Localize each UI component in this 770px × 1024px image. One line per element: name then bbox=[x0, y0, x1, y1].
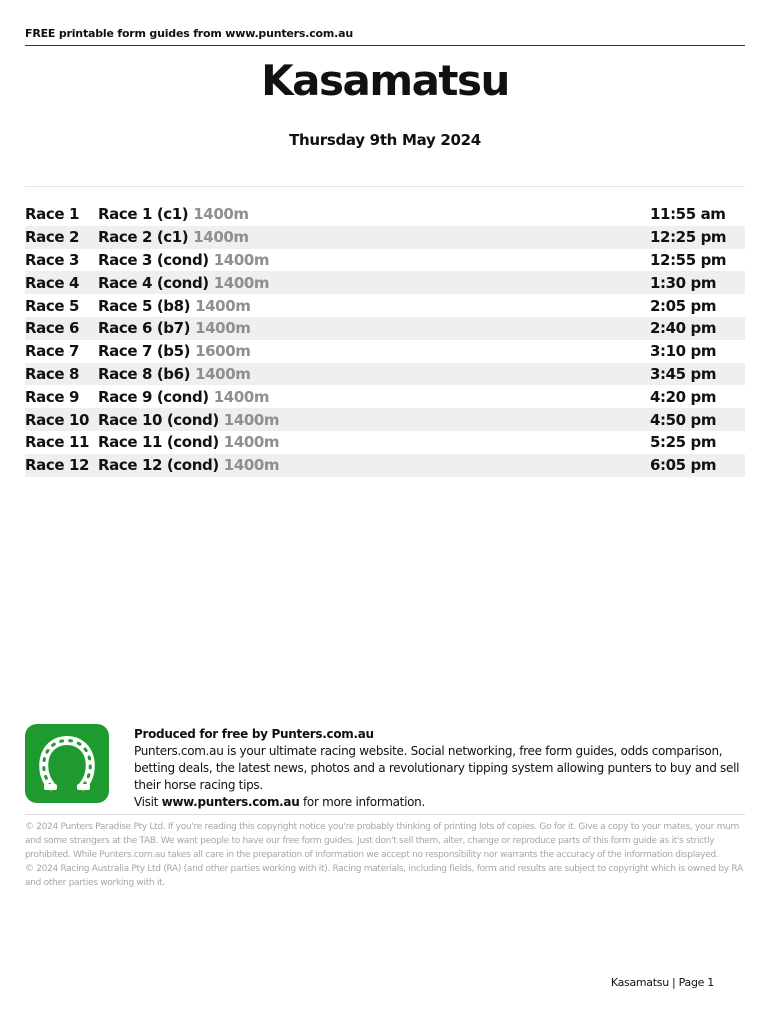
race-row bbox=[25, 226, 745, 249]
race-row bbox=[25, 203, 745, 226]
race-number: Race 4 bbox=[25, 273, 79, 292]
race-time: 11:55 am bbox=[650, 205, 726, 224]
race-time: 2:40 pm bbox=[650, 319, 717, 338]
race-number: Race 3 bbox=[25, 250, 79, 269]
race-name-cell bbox=[98, 297, 650, 315]
race-distance: 1400m bbox=[195, 364, 251, 383]
race-name: Race 4 (cond) bbox=[98, 273, 209, 292]
race-row bbox=[25, 294, 745, 317]
race-row bbox=[25, 271, 745, 294]
produced-text bbox=[134, 726, 746, 811]
race-number: Race 6 bbox=[25, 319, 79, 338]
divider bbox=[25, 186, 745, 187]
race-name: Race 6 (b7) bbox=[98, 319, 191, 338]
meeting-date: Thursday 9th May 2024 bbox=[289, 131, 481, 149]
race-number: Race 5 bbox=[25, 296, 79, 315]
race-number: Race 11 bbox=[25, 433, 90, 452]
race-name-cell bbox=[98, 365, 650, 383]
race-table bbox=[25, 203, 745, 477]
produced-body: Punters.com.au is your ultimate racing website. Social networking, free form guides, odds comparison, betting deals, the latest news, photos and a revolutionary tipping system allowing punters to buy and sell their horse racing tips. bbox=[134, 744, 740, 792]
visit-line bbox=[134, 794, 746, 811]
race-distance: 1400m bbox=[223, 433, 280, 452]
copyright-notice bbox=[25, 820, 745, 890]
race-time: 12:55 pm bbox=[650, 250, 727, 269]
race-number: Race 8 bbox=[25, 364, 79, 383]
race-row bbox=[25, 431, 745, 454]
race-row bbox=[25, 317, 745, 340]
race-name-cell bbox=[98, 319, 650, 337]
race-row bbox=[25, 340, 745, 363]
race-name-cell bbox=[98, 456, 650, 474]
race-name-cell bbox=[98, 388, 650, 406]
race-name: Race 9 (cond) bbox=[98, 387, 209, 406]
visit-prefix: Visit bbox=[134, 795, 159, 809]
race-number: Race 7 bbox=[25, 342, 79, 361]
race-name-cell bbox=[98, 251, 650, 269]
produced-title: Produced for free by Punters.com.au bbox=[134, 727, 374, 741]
race-time: 12:25 pm bbox=[650, 228, 727, 247]
race-name: Race 11 (cond) bbox=[98, 433, 219, 452]
race-distance: 1400m bbox=[213, 387, 270, 406]
race-name: Race 12 (cond) bbox=[98, 456, 219, 475]
race-number: Race 12 bbox=[25, 456, 90, 475]
punters-logo bbox=[25, 724, 109, 803]
race-time: 4:20 pm bbox=[650, 387, 717, 406]
race-time: 1:30 pm bbox=[650, 273, 717, 292]
race-name: Race 8 (b6) bbox=[98, 364, 191, 383]
race-row bbox=[25, 249, 745, 272]
race-row bbox=[25, 408, 745, 431]
copyright-line-2: © 2024 Racing Australia Pty Ltd (RA) (and other parties working with it). Racing materials, including fields, form and results are subject to copyright which is owned by RA and other parties working with it. bbox=[25, 864, 743, 888]
copyright-line-1: © 2024 Punters Paradise Pty Ltd. If you're reading this copyright notice you're probably thinking of printing lots of copies. Go for it. Give a copy to your mates, your mum and some strangers at the TAB. We want people to have our free form guides. Just don't sell them, alter, change or reproduce parts of this form guide as it's strictly prohibited. While Punters.com.au takes all care in the preparation of information we accept no responsibility nor warrants the accuracy of the information displayed. bbox=[25, 822, 739, 860]
race-number: Race 2 bbox=[25, 228, 79, 247]
race-time: 3:45 pm bbox=[650, 364, 717, 383]
race-time: 6:05 pm bbox=[650, 456, 717, 475]
race-distance: 1400m bbox=[193, 228, 249, 247]
race-number: Race 10 bbox=[25, 410, 90, 429]
race-name: Race 5 (b8) bbox=[98, 296, 191, 315]
race-number: Race 9 bbox=[25, 387, 79, 406]
race-row bbox=[25, 454, 745, 477]
page-title: Kasamatsu bbox=[261, 56, 509, 105]
footer-divider bbox=[25, 814, 745, 815]
race-time: 4:50 pm bbox=[650, 410, 717, 429]
visit-suffix: for more information. bbox=[303, 795, 425, 809]
race-time: 2:05 pm bbox=[650, 296, 717, 315]
page-footer: Kasamatsu | Page 1 bbox=[610, 976, 714, 989]
race-number: Race 1 bbox=[25, 205, 79, 224]
race-time: 3:10 pm bbox=[650, 342, 717, 361]
race-row bbox=[25, 385, 745, 408]
race-name: Race 1 (c1) bbox=[98, 205, 189, 224]
race-name: Race 10 (cond) bbox=[98, 410, 219, 429]
race-name-cell bbox=[98, 433, 650, 451]
race-name-cell bbox=[98, 228, 650, 246]
punters-link[interactable]: www.punters.com.au bbox=[161, 795, 300, 809]
race-row bbox=[25, 363, 745, 386]
header-tagline: FREE printable form guides from www.punters.com.au bbox=[25, 27, 745, 46]
race-name-cell bbox=[98, 411, 650, 429]
race-distance: 1400m bbox=[213, 273, 270, 292]
race-name-cell bbox=[98, 342, 650, 360]
race-distance: 1400m bbox=[223, 410, 280, 429]
race-name-cell bbox=[98, 205, 650, 223]
race-distance: 1400m bbox=[223, 456, 280, 475]
race-distance: 1600m bbox=[195, 342, 251, 361]
race-name-cell bbox=[98, 274, 650, 292]
horseshoe-icon bbox=[37, 734, 97, 794]
race-name: Race 2 (c1) bbox=[98, 228, 189, 247]
race-name: Race 3 (cond) bbox=[98, 250, 209, 269]
race-distance: 1400m bbox=[193, 205, 249, 224]
race-distance: 1400m bbox=[195, 319, 251, 338]
race-name: Race 7 (b5) bbox=[98, 342, 191, 361]
race-time: 5:25 pm bbox=[650, 433, 717, 452]
race-distance: 1400m bbox=[195, 296, 251, 315]
race-distance: 1400m bbox=[213, 250, 270, 269]
